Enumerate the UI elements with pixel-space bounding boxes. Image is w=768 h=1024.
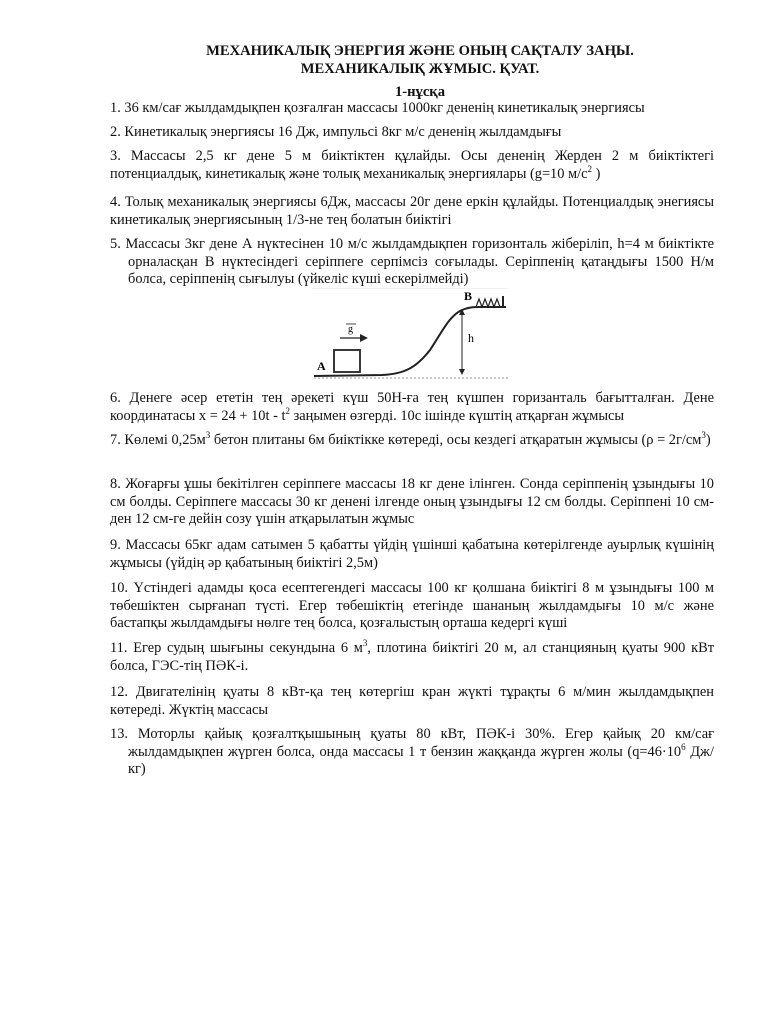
point-b-label: B bbox=[464, 289, 473, 303]
question-12: 12. Двигателінің қуаты 8 кВт-қа тең көтергіш кран жүкті тұрақты 6 м/мин жылдамдықпен көтереді. Жүктің массасы bbox=[110, 684, 714, 718]
variant-heading: 1-нұсқа bbox=[394, 84, 446, 100]
question-13-text: 13. Моторлы қайық қозғалтқышының қуаты 80 кВт, ПӘК-і 30%. Егер қайық 20 км/сағ жылдамдықпен жүрген болса, онда массасы 1 т бензин жаққанда жүрген жолы (q=46·10 bbox=[110, 726, 714, 760]
question-11-superscript: 3 bbox=[362, 638, 368, 648]
question-6-superscript: 2 bbox=[285, 405, 290, 416]
question-10: 10. Үстіндегі адамды қоса есептегендегі массасы 100 кг қолшана биіктігі 8 м ұзындығы 100 м төбешіктен сырғанап түсті. Егер төбешіктің етегінде шананың жылдамдығы 10 м/с және бастапқы жылдамдығы нөлге тең болса, қозғалыстың орташа кедергі күші bbox=[110, 580, 714, 631]
question-11-tail: , плотина биіктігі 20 м, ал станцияның қуаты 900 кВт болса, ГЭС-тің ПӘК-і. bbox=[110, 640, 714, 674]
title-line-2: МЕХАНИКАЛЫҚ ЖҰМЫС. ҚУАТ. bbox=[300, 61, 540, 77]
question-7-middle: бетон плитаны 6м биіктікке көтереді, осы кездегі атқаратын жұмысы (ρ = 2г/см bbox=[210, 432, 702, 448]
question-6 bbox=[110, 390, 714, 425]
incline-surface bbox=[314, 307, 506, 376]
question-6-text: 6. Денеге әсер ететін тең әрекеті күш 50Н-ға тең күшпен горизанталь бағытталған. Дене координатасы x = 24 + 10t - t bbox=[110, 390, 714, 424]
question-8: 8. Жоғарғы ұшы бекітілген серіппеге массасы 18 кг дене ілінген. Сонда серіппенің ұзындығы 10 см болды. Серіппеге массасы 30 кг денені ілгенде оның ұзындығы 12 см болды. Серіппені 10 см-ден 12 см-ге дейін созу үшін атқарылатын жұмыс bbox=[110, 476, 714, 527]
question-4: 4. Толық механикалық энергиясы 6Дж, массасы 20г дене еркін құлайды. Потенциалдық энегиясы кинетикалық энергиясының 1/3-не тең болатын биіктігі bbox=[110, 194, 714, 228]
question-9: 9. Массасы 65кг адам сатымен 5 қабатты үйдің үшінші қабатына көтерілгенде ауырлық күшінің жұмысы (үйдің әр қабатының биіктігі 2,5м) bbox=[110, 537, 714, 571]
height-arrow-bottom bbox=[459, 369, 465, 375]
question-7-tail: ) bbox=[705, 432, 711, 448]
question-3 bbox=[110, 148, 714, 183]
question-3-tail: ) bbox=[592, 165, 601, 182]
point-a-label: A bbox=[317, 359, 326, 373]
velocity-arrow-head bbox=[360, 334, 368, 342]
block-a bbox=[334, 350, 360, 372]
question-5: 5. Массасы 3кг дене А нүктесінен 10 м/с жылдамдықпен горизонталь жіберіліп, h=4 м биіктікте орналасқан В нүктесіндегі серіппеге серпімсіз соғылады. Серіппенің қатаңдығы 1500 Н/м болса, серіппенің сығылуы (үйкеліс күші ескерілмейді) bbox=[110, 236, 714, 287]
question-3-superscript: 2 bbox=[587, 163, 593, 174]
question-13 bbox=[110, 726, 714, 779]
page-title bbox=[120, 42, 720, 78]
question-7-superscript-2: 3 bbox=[701, 430, 706, 440]
question-11 bbox=[110, 640, 714, 675]
question-7-text: 7. Көлемі 0,25м bbox=[110, 432, 206, 448]
question-3-text: 3. Массасы 2,5 кг дене 5 м биіктіктен құлайды. Осы дененің Жерден 2 м биіктіктегі потенциалдық, кинетикалық және толық механикалық энергиялары (g=10 м/с bbox=[110, 148, 714, 182]
question-2: 2. Кинетикалық энергиясы 16 Дж, импульсі 8кг м/с дененің жылдамдығы bbox=[110, 124, 562, 140]
incline-spring-figure bbox=[312, 288, 508, 380]
question-11-text: 11. Егер судың шығыны секундына 6 м bbox=[110, 640, 363, 656]
title-line-1: МЕХАНИКАЛЫҚ ЭНЕРГИЯ ЖӘНЕ ОНЫҢ САҚТАЛУ ЗАҢЫ. bbox=[206, 43, 634, 59]
question-1: 1. 36 км/сағ жылдамдықпен қозғалған массасы 1000кг дененің кинетикалық энергиясы bbox=[110, 100, 645, 116]
question-6-tail: заңымен өзгерді. 10с ішінде күштің атқарған жұмысы bbox=[289, 407, 625, 424]
question-7 bbox=[110, 432, 714, 450]
question-13-superscript: 6 bbox=[681, 741, 686, 752]
question-7-superscript-1: 3 bbox=[205, 430, 211, 440]
height-label: h bbox=[468, 331, 474, 345]
g-label: g bbox=[348, 324, 353, 335]
question-13-tail: Дж/кг) bbox=[128, 743, 714, 777]
spring bbox=[476, 299, 500, 307]
